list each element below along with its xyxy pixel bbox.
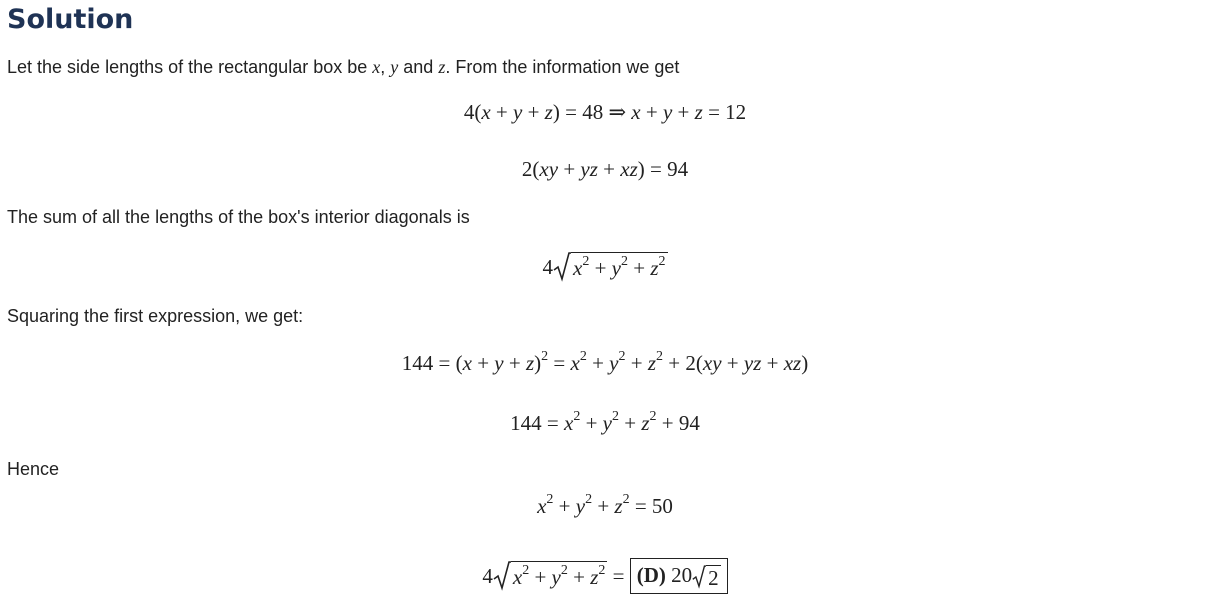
intro-paragraph (7, 56, 679, 78)
equation-diagonal-sum: 4 $x^2 + y^2 + z^2$ (542, 254, 666, 281)
equation-squared-expansion: $144 = (x + y + z)^2 = x^2 + y^2 + z^2 + 2(xy$ + yz + xz) (401, 349, 809, 375)
answer-radicand: 2 (708, 566, 719, 591)
squaring-paragraph: Squaring the first expression, we get: (7, 306, 304, 326)
variable-z: z (438, 57, 446, 77)
equation-perimeter: 4(x + y + z) = 48 ⇒ x + y + z = 12 (463, 100, 747, 124)
equation-substituted: $144 = x^2 + y^2 + z^2 + 94$ (510, 409, 700, 435)
intro-and: and (398, 57, 439, 77)
radical-sign-icon (553, 252, 571, 282)
variable-x: x (372, 57, 381, 77)
intro-comma: , (380, 57, 391, 77)
radical: $x^2 + y^2 + z^2$ (553, 252, 668, 282)
equation-sum-of-squares: $x^2 + y^2 + z^2 = 50$ (537, 492, 673, 518)
answer-choice: (D) (636, 563, 666, 587)
hence-paragraph: Hence (7, 459, 60, 479)
equation-final-answer: 4 $x^2 + y^2 + z^2$ = (D) 20 2 (0, 560, 1210, 596)
radical: $x^2 + y^2 + z^2$ (493, 561, 608, 591)
solution-heading: Solution (7, 4, 134, 35)
variable-y: y (390, 57, 399, 77)
answer-coefficient: 20 (671, 563, 693, 587)
radical-sign-icon (692, 565, 706, 589)
radical-sign-icon (493, 561, 511, 591)
answer-box (630, 558, 728, 594)
intro-text-end: . From the information we get (445, 57, 680, 77)
answer-radical (692, 565, 721, 589)
equation-surface-area: 2(xy + yz + xz) = 94 (521, 157, 689, 181)
intro-text: Let the side lengths of the rectangular box be (7, 57, 373, 77)
diagonals-paragraph: The sum of all the lengths of the box's interior diagonals is (7, 207, 470, 227)
